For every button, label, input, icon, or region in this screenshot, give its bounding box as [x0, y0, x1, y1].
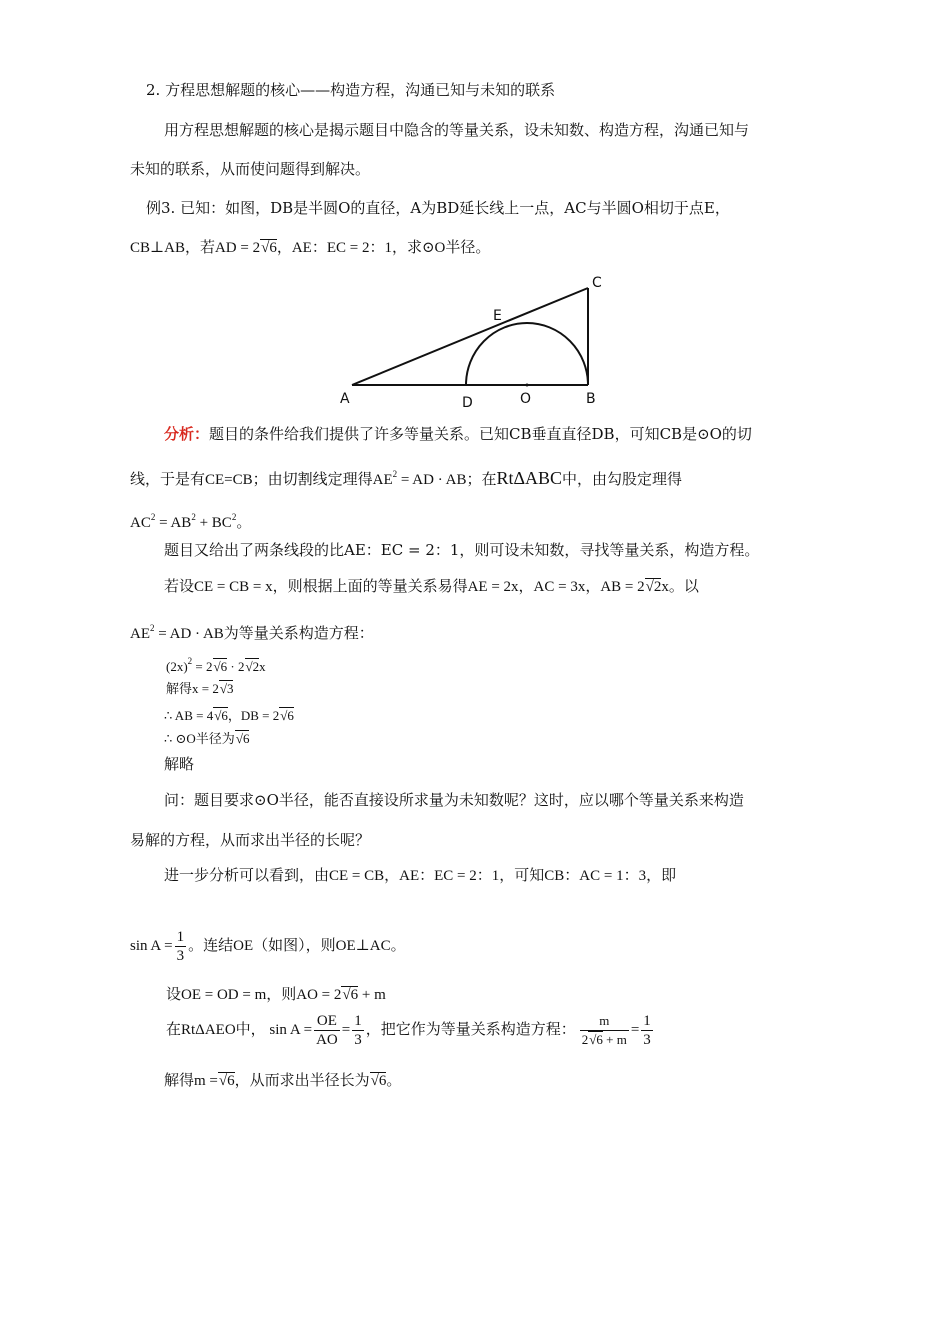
semicircle-o	[466, 323, 588, 385]
label-e: E	[493, 308, 502, 324]
question-line-5: 设OE = OD = m，则AO = 2√6 + m	[166, 987, 386, 1003]
example-line-1: 例3. 已知：如图，DB是半圆O的直径，A为BD延长线上一点，AC与半圆O相切于点E，	[146, 199, 730, 217]
analysis-label: 分析：	[164, 425, 210, 443]
analysis-line-6: $AE^2$ = AD · AB为等量关系构造方程：	[130, 623, 374, 642]
fraction-oe-ao: $\frac{OE}{AO}$	[316, 1013, 338, 1049]
label-d: D	[462, 395, 473, 411]
question-line-2: 易解的方程，从而求出半径的长呢？	[130, 831, 371, 849]
question-line-7: 解得m =√6，从而求出半径长为√6。	[164, 1073, 402, 1089]
work-line-1: $(2x)^2 = 2√6 \cdot 2√2x$	[166, 656, 266, 674]
example-line-2: CB⊥AB，若AD = 2√6，AE：EC = 2：1，求⊙O半径。	[130, 240, 491, 256]
analysis-line-5: 若设CE = CB = x，则根据上面的等量关系易得AE = 2x，AC = 3x，AB = 2√2x。以	[164, 579, 699, 595]
work-line-5: 解略	[164, 755, 195, 773]
label-o: O	[520, 391, 532, 407]
work-line-4: ∴ ⊙O半径为√6	[164, 731, 250, 746]
analysis-line-2: 线，于是有CE=CB；由切割线定理得$AE^2$ = AD · AB；在RtΔABC中，由勾股定理得	[130, 468, 683, 488]
question-line-3: 进一步分析可以看到，由CE = CB，AE：EC = 2：1，可知CB：AC = 1：3，即	[164, 868, 677, 884]
analysis-line-3: $AC^2 = AB^2 + BC^2$。	[130, 512, 252, 531]
section-heading: 2. 方程思想解题的核心——构造方程，沟通已知与未知的联系	[146, 81, 556, 99]
work-line-3: ∴ AB = 4√6，DB = 2√6	[164, 708, 294, 723]
label-a: A	[340, 391, 350, 407]
label-b: B	[586, 391, 596, 407]
question-line-1: 问：题目要求⊙O半径，能否直接设所求量为未知数呢？这时，应以哪个等量关系来构造	[164, 791, 744, 809]
sqrt-6: √6	[261, 240, 277, 256]
fraction-one-third: $\frac{1}{3}$	[176, 929, 185, 965]
intro-line-1: 用方程思想解题的核心是揭示题目中隐含的等量关系，设未知数、构造方程，沟通已知与	[164, 121, 750, 139]
cb-perp-ab: CB⊥AB	[130, 240, 185, 256]
analysis-line-4: 题目又给出了两条线段的比AE：EC = 2：1，则可设未知数，寻找等量关系，构造方程。	[164, 541, 760, 559]
fraction-equation: $\frac{m}{2√6 + m}$	[581, 1013, 627, 1048]
geometry-figure	[330, 270, 620, 415]
label-c: C	[592, 275, 602, 291]
work-line-2: 解得x = 2√3	[166, 681, 234, 696]
question-line-4: sin A = $\frac{1}{3}$ 。连结OE（如图），则OE⊥AC。	[130, 929, 406, 965]
question-line-6: 在RtΔAEO中， sin A = $\frac{OE}{AO}$ = $\frac{1}{3}$ ，把它作为等量关系构造方程： $\frac{m}{2√6 + m}$ = $\frac{1}{3}$	[166, 1013, 651, 1049]
intro-line-2: 未知的联系，从而使问题得到解决。	[130, 160, 371, 178]
segment-ac	[352, 288, 588, 385]
point-o	[526, 384, 529, 387]
analysis-line-1: 分析：题目的条件给我们提供了许多等量关系。已知CB垂直直径DB，可知CB是⊙O的切	[164, 425, 752, 443]
